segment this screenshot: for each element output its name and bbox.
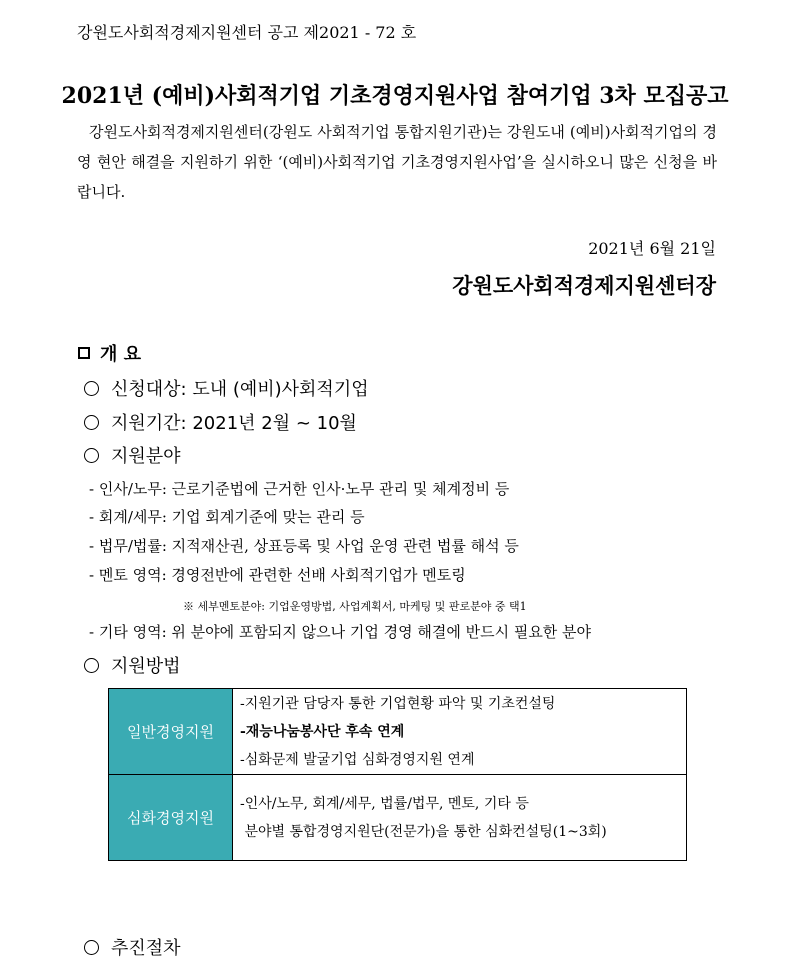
- overview-heading-text: 개 요: [100, 344, 142, 365]
- organization-signature: 강원도사회적경제지원센터장: [452, 273, 716, 298]
- fields-heading-text: 지원분야: [111, 446, 181, 467]
- page-title: 2021년 (예비)사회적기업 기초경영지원사업 참여기업 3차 모집공고: [61, 83, 729, 109]
- table-body-cell: [233, 689, 687, 775]
- table-header-cell: 일반경영지원: [109, 689, 233, 775]
- notice-date: 2021년 6월 21일: [588, 239, 716, 258]
- method-line: -심화문제 발굴기업 심화경영지원 연계: [240, 751, 475, 768]
- circle-bullet-icon: [84, 658, 99, 673]
- field-item-legal: - 법무/법률: 지적재산권, 상표등록 및 사업 운영 관련 법률 해석 등: [89, 537, 519, 555]
- field-item-mentor: - 멘토 영역: 경영전반에 관련한 선배 사회적기업가 멘토링: [89, 566, 466, 584]
- field-item-accounting: - 회계/세무: 기업 회계기준에 맞는 관리 등: [89, 508, 365, 526]
- method-line: -재능나눔봉사단 후속 연계: [240, 723, 405, 740]
- period-text: 지원기간: 2021년 2월 ~ 10월: [111, 413, 357, 434]
- square-bullet-icon: [78, 347, 90, 359]
- period-row: [84, 409, 357, 435]
- method-line: 분야별 통합경영지원단(전문가)을 통한 심화컨설팅(1~3회): [240, 823, 607, 840]
- target-text: 신청대상: 도내 (예비)사회적기업: [111, 379, 369, 400]
- circle-bullet-icon: [84, 381, 99, 396]
- mentor-note: ※ 세부멘토분야: 기업운영방법, 사업계획서, 마케팅 및 판로분야 중 택1: [183, 600, 527, 613]
- overview-heading: [78, 340, 141, 366]
- method-line: -인사/노무, 회계/세무, 법률/법무, 멘토, 기타 등: [240, 795, 529, 812]
- method-line: -지원기관 담당자 통한 기업현황 파악 및 기초컨설팅: [240, 695, 556, 712]
- circle-bullet-icon: [84, 940, 99, 955]
- circle-bullet-icon: [84, 448, 99, 463]
- table-row: [109, 775, 687, 861]
- target-row: [84, 375, 369, 401]
- field-item-hr: - 인사/노무: 근로기준법에 근거한 인사·노무 관리 및 체계정비 등: [89, 480, 510, 498]
- table-body-cell: [233, 775, 687, 861]
- fields-heading-row: [84, 442, 181, 468]
- field-item-other: - 기타 영역: 위 분야에 포함되지 않으나 기업 경영 해결에 반드시 필요한 분야: [89, 623, 592, 641]
- procedure-heading-row: [84, 934, 181, 960]
- method-heading-text: 지원방법: [111, 656, 181, 677]
- circle-bullet-icon: [84, 415, 99, 430]
- table-row: [109, 689, 687, 775]
- method-heading-row: [84, 652, 181, 678]
- table-header-cell: 심화경영지원: [109, 775, 233, 861]
- procedure-heading-text: 추진절차: [111, 938, 181, 959]
- support-method-table: [108, 688, 687, 861]
- notice-number: 강원도사회적경제지원센터 공고 제2021 - 72 호: [77, 23, 417, 42]
- intro-paragraph: 강원도사회적경제지원센터(강원도 사회적기업 통합지원기관)는 강원도내 (예비)사회적기업의 경영 현안 해결을 지원하기 위한 ‘(예비)사회적기업 기초경영지원사업’을 실시하오니 많은 신청을 바랍니다.: [77, 123, 717, 201]
